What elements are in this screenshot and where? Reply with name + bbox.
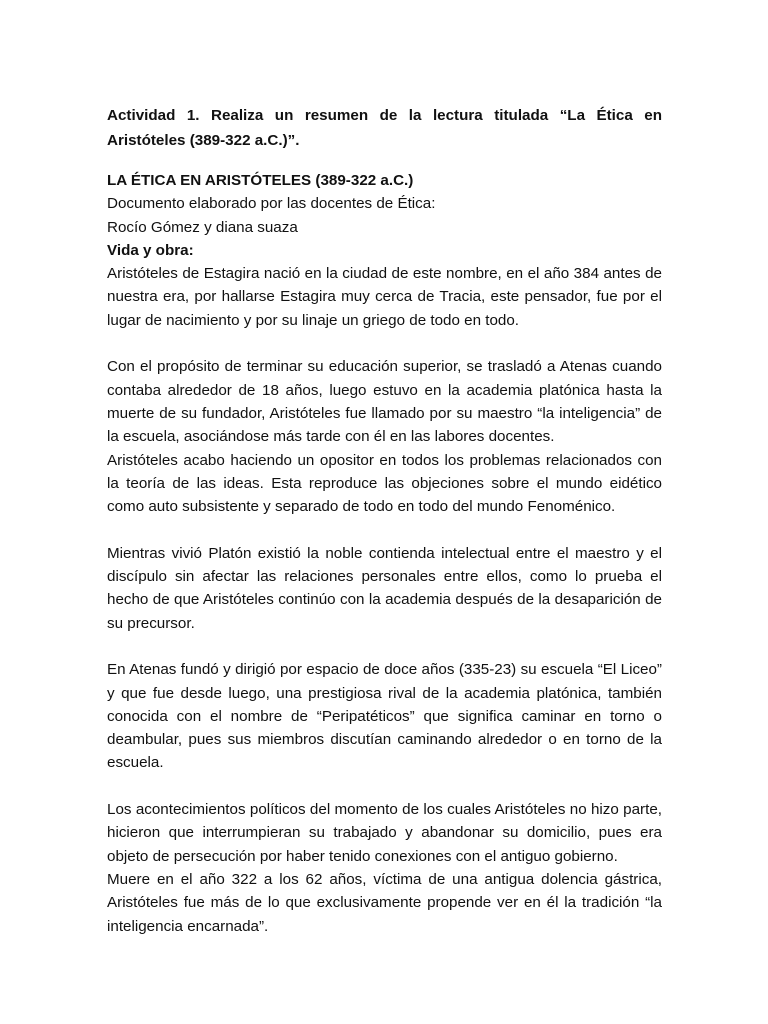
paragraph-birth: Aristóteles de Estagira nació en la ciudad de este nombre, en el año 384 antes de nuestra era, por hallarse Estagira muy cerca de Tracia, este pensador, fue por el lugar de nacimiento y por su linaje un griego de todo en todo. xyxy=(107,265,662,329)
activity-instruction: Actividad 1. Realiza un resumen de la lectura titulada “La Ética en Aristóteles (389-322 a.C.)”. xyxy=(107,107,662,149)
paragraph-opposition: Aristóteles acabo haciendo un opositor en todos los problemas relacionados con la teoría de las ideas. Esta reproduce las objeciones sobre el mundo eidético como auto subsistente y separado de todo en todo del mundo Fenoménico. xyxy=(107,451,662,516)
document-subtitle: Documento elaborado por las docentes de Ética: xyxy=(107,195,436,213)
section-heading: Vida y obra: xyxy=(107,241,194,259)
paragraph-education: Con el propósito de terminar su educación superior, se trasladó a Atenas cuando contaba alrededor de 18 años, luego estuvo en la academia platónica hasta la muerte de su fundador, Aristóteles fue llamado por su maestro “la inteligencia” de la escuela, asociándose más tarde con él en las labores docentes. xyxy=(107,358,662,446)
paragraph-lyceum: En Atenas fundó y dirigió por espacio de doce años (335-23) su escuela “El Liceo” y que fue desde luego, una prestigiosa rival de la academia platónica, también conocida con el nombre de “Peripatéticos” que significa caminar en torno o deambular, pues sus miembros discutían caminando alrededor o en torno de la escuela. xyxy=(107,661,662,772)
paragraph-politics: Los acontecimientos políticos del momento de los cuales Aristóteles no hizo parte, hicieron que interrumpieran su trabajado y abandonar su domicilio, pues era objeto de persecución por haber tenido conexiones con el antiguo gobierno. xyxy=(107,801,662,865)
document-authors: Rocío Gómez y diana suaza xyxy=(107,218,298,236)
paragraph-death: Muere en el año 322 a los 62 años, víctima de una antigua dolencia gástrica, Aristóteles fue más de lo que exclusivamente propende ver en él la tradición “la inteligencia encarnada”. xyxy=(107,870,662,935)
document-page xyxy=(107,104,662,938)
document-title: LA ÉTICA EN ARISTÓTELES (389-322 a.C.) xyxy=(107,172,414,189)
paragraph-plato: Mientras vivió Platón existió la noble contienda intelectual entre el maestro y el discípulo sin afectar las relaciones personales entre ellos, como lo prueba el hecho de que Aristóteles continúo con la academia después de la desaparición de su precursor. xyxy=(107,544,662,632)
